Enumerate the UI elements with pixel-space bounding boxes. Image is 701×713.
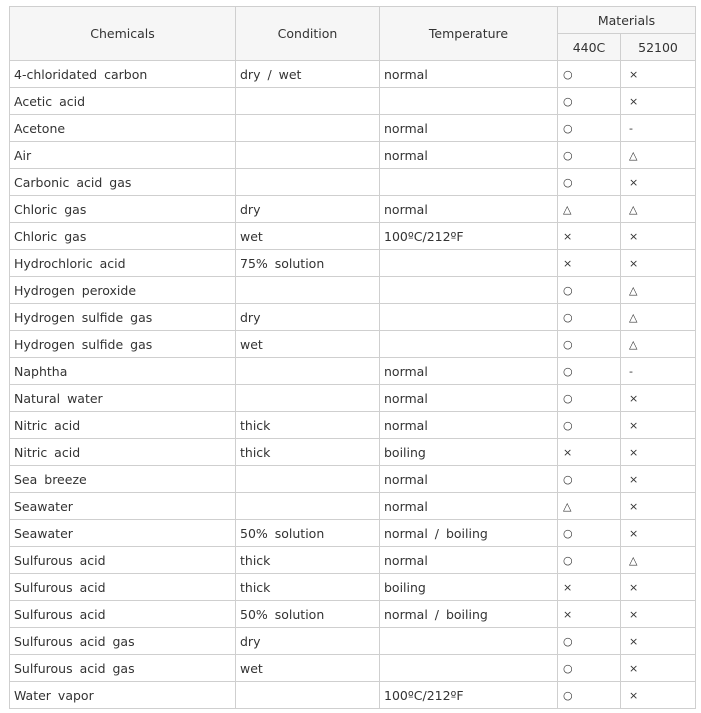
table-row [10, 385, 696, 412]
cell-chemical: Chloric gas [10, 196, 236, 223]
header-chemicals: Chemicals [10, 7, 236, 61]
cell-rating-52100: × [621, 574, 696, 601]
cell-temperature: 100ºC/212ºF [380, 223, 558, 250]
table-body [10, 61, 696, 709]
chemical-resistance-table [9, 6, 696, 709]
header-temperature: Temperature [380, 7, 558, 61]
cell-condition: dry [236, 304, 380, 331]
cell-condition [236, 169, 380, 196]
cell-condition: thick [236, 547, 380, 574]
cell-rating-52100: △ [621, 547, 696, 574]
cell-condition [236, 115, 380, 142]
cell-rating-440c: ○ [558, 304, 621, 331]
cell-temperature: normal [380, 547, 558, 574]
cell-rating-440c: ○ [558, 385, 621, 412]
cell-rating-440c: ○ [558, 169, 621, 196]
cell-rating-52100: × [621, 412, 696, 439]
cell-temperature [380, 277, 558, 304]
cell-condition [236, 466, 380, 493]
cell-chemical: Sulfurous acid [10, 574, 236, 601]
table-row [10, 304, 696, 331]
cell-temperature: normal [380, 115, 558, 142]
cell-chemical: 4-chloridated carbon [10, 61, 236, 88]
cell-condition: 50% solution [236, 520, 380, 547]
table-row [10, 628, 696, 655]
cell-condition: wet [236, 331, 380, 358]
cell-temperature [380, 331, 558, 358]
header-material-440c: 440C [558, 34, 621, 61]
cell-rating-440c: ○ [558, 331, 621, 358]
cell-condition: dry [236, 196, 380, 223]
cell-temperature: normal [380, 142, 558, 169]
table-row [10, 439, 696, 466]
cell-rating-440c: × [558, 574, 621, 601]
cell-rating-52100: △ [621, 277, 696, 304]
cell-condition [236, 358, 380, 385]
cell-condition: thick [236, 439, 380, 466]
cell-chemical: Sea breeze [10, 466, 236, 493]
table-row [10, 61, 696, 88]
table-row [10, 412, 696, 439]
cell-rating-52100: × [621, 250, 696, 277]
table-row [10, 196, 696, 223]
cell-chemical: Sulfurous acid [10, 601, 236, 628]
cell-rating-440c: ○ [558, 142, 621, 169]
cell-rating-440c: × [558, 601, 621, 628]
cell-rating-52100: × [621, 88, 696, 115]
cell-chemical: Nitric acid [10, 412, 236, 439]
cell-chemical: Hydrogen peroxide [10, 277, 236, 304]
cell-condition [236, 682, 380, 709]
cell-rating-52100: × [621, 601, 696, 628]
cell-rating-52100: × [621, 439, 696, 466]
table-row [10, 142, 696, 169]
table-row [10, 682, 696, 709]
cell-rating-52100: × [621, 682, 696, 709]
table-row [10, 655, 696, 682]
cell-rating-52100: - [621, 115, 696, 142]
table-row [10, 169, 696, 196]
table-header [10, 7, 696, 61]
cell-rating-52100: × [621, 628, 696, 655]
cell-rating-440c: ○ [558, 628, 621, 655]
cell-rating-440c: ○ [558, 520, 621, 547]
cell-condition: dry / wet [236, 61, 380, 88]
table-row [10, 547, 696, 574]
cell-chemical: Sulfurous acid [10, 547, 236, 574]
table-row [10, 331, 696, 358]
table-row [10, 466, 696, 493]
cell-temperature [380, 304, 558, 331]
cell-chemical: Seawater [10, 520, 236, 547]
cell-condition: wet [236, 655, 380, 682]
table-row [10, 520, 696, 547]
cell-chemical: Acetic acid [10, 88, 236, 115]
cell-rating-52100: × [621, 493, 696, 520]
cell-temperature: boiling [380, 574, 558, 601]
cell-temperature [380, 250, 558, 277]
cell-condition: wet [236, 223, 380, 250]
cell-rating-52100: × [621, 223, 696, 250]
cell-rating-440c: ○ [558, 466, 621, 493]
cell-rating-440c: ○ [558, 547, 621, 574]
cell-rating-52100: × [621, 385, 696, 412]
table-row [10, 358, 696, 385]
table-row [10, 115, 696, 142]
table-row [10, 493, 696, 520]
cell-rating-52100: - [621, 358, 696, 385]
cell-temperature: normal [380, 493, 558, 520]
table-row [10, 574, 696, 601]
cell-temperature: normal [380, 412, 558, 439]
header-materials: Materials [558, 7, 696, 34]
cell-condition: thick [236, 574, 380, 601]
cell-rating-52100: △ [621, 196, 696, 223]
cell-rating-440c: ○ [558, 61, 621, 88]
cell-condition [236, 493, 380, 520]
cell-chemical: Sulfurous acid gas [10, 628, 236, 655]
cell-rating-440c: ○ [558, 412, 621, 439]
table-row [10, 250, 696, 277]
cell-rating-52100: × [621, 655, 696, 682]
cell-temperature [380, 88, 558, 115]
cell-temperature: normal [380, 358, 558, 385]
cell-chemical: Water vapor [10, 682, 236, 709]
cell-condition: 50% solution [236, 601, 380, 628]
cell-temperature: normal [380, 466, 558, 493]
cell-chemical: Natural water [10, 385, 236, 412]
cell-chemical: Acetone [10, 115, 236, 142]
cell-rating-52100: △ [621, 304, 696, 331]
cell-rating-52100: × [621, 466, 696, 493]
table-row [10, 88, 696, 115]
cell-condition [236, 385, 380, 412]
cell-rating-440c: △ [558, 196, 621, 223]
cell-chemical: Naphtha [10, 358, 236, 385]
cell-rating-440c: ○ [558, 88, 621, 115]
cell-temperature: normal / boiling [380, 520, 558, 547]
table-row [10, 277, 696, 304]
cell-chemical: Hydrogen sulfide gas [10, 304, 236, 331]
cell-chemical: Hydrogen sulfide gas [10, 331, 236, 358]
cell-condition: 75% solution [236, 250, 380, 277]
cell-temperature [380, 169, 558, 196]
cell-rating-440c: × [558, 223, 621, 250]
cell-rating-440c: × [558, 439, 621, 466]
cell-rating-440c: ○ [558, 655, 621, 682]
cell-rating-52100: × [621, 61, 696, 88]
cell-temperature: normal [380, 196, 558, 223]
cell-condition [236, 277, 380, 304]
cell-temperature [380, 655, 558, 682]
header-material-52100: 52100 [621, 34, 696, 61]
cell-chemical: Air [10, 142, 236, 169]
cell-rating-440c: ○ [558, 682, 621, 709]
cell-chemical: Nitric acid [10, 439, 236, 466]
cell-temperature: normal [380, 385, 558, 412]
cell-rating-440c: × [558, 250, 621, 277]
cell-condition: thick [236, 412, 380, 439]
cell-chemical: Hydrochloric acid [10, 250, 236, 277]
cell-temperature: boiling [380, 439, 558, 466]
cell-rating-52100: △ [621, 142, 696, 169]
cell-rating-440c: ○ [558, 277, 621, 304]
cell-temperature [380, 628, 558, 655]
cell-temperature: normal / boiling [380, 601, 558, 628]
cell-rating-440c: ○ [558, 115, 621, 142]
cell-condition [236, 142, 380, 169]
cell-condition [236, 88, 380, 115]
cell-temperature: 100ºC/212ºF [380, 682, 558, 709]
cell-rating-440c: △ [558, 493, 621, 520]
cell-chemical: Seawater [10, 493, 236, 520]
cell-rating-52100: △ [621, 331, 696, 358]
cell-chemical: Sulfurous acid gas [10, 655, 236, 682]
cell-condition: dry [236, 628, 380, 655]
table-row [10, 601, 696, 628]
cell-chemical: Carbonic acid gas [10, 169, 236, 196]
table-row [10, 223, 696, 250]
header-condition: Condition [236, 7, 380, 61]
cell-rating-440c: ○ [558, 358, 621, 385]
cell-temperature: normal [380, 61, 558, 88]
chemical-resistance-table-container [9, 6, 696, 709]
cell-chemical: Chloric gas [10, 223, 236, 250]
cell-rating-52100: × [621, 520, 696, 547]
cell-rating-52100: × [621, 169, 696, 196]
